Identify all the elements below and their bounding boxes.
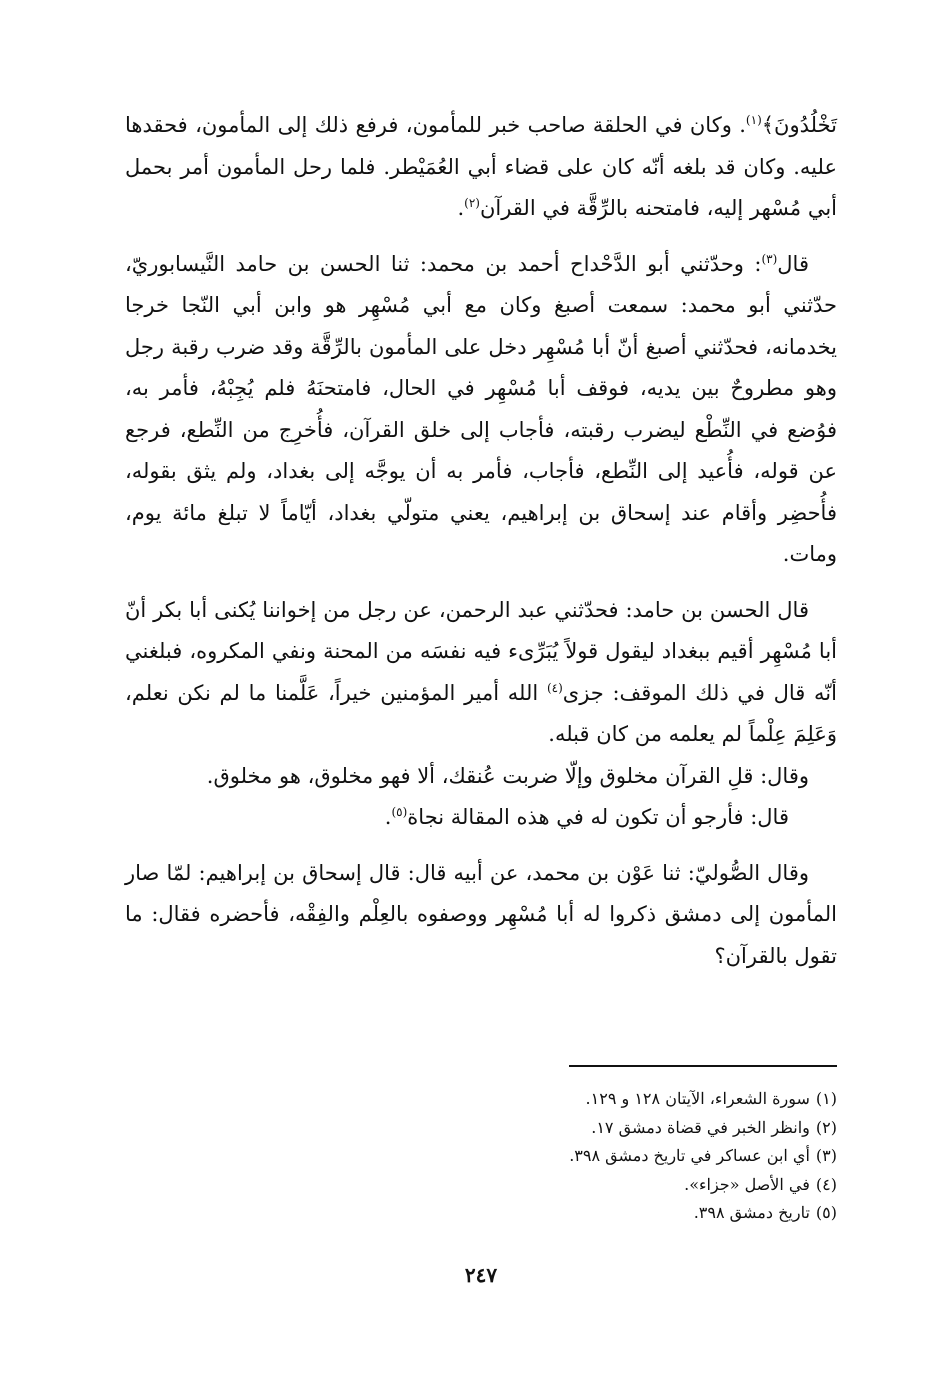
paragraph-text: قال xyxy=(777,251,809,276)
footnotes-list xyxy=(125,1085,837,1228)
paragraph-2 xyxy=(125,244,837,576)
footnote-item xyxy=(125,1114,837,1143)
paragraph-4 xyxy=(125,756,837,798)
paragraph-text: . xyxy=(457,196,465,220)
footnote-item xyxy=(125,1199,837,1228)
paragraph-text: . xyxy=(384,805,392,829)
footnote-ref-3: (٣) xyxy=(761,251,778,266)
footnote-ref-5: (٥) xyxy=(391,805,408,819)
paragraph-text: الله أمير المؤمنين خيراً، عَلَّمنا ما لم نكن نعلم، وَعَلِمَ عِلْماً لم يعلمه من كان قبله. xyxy=(125,680,837,746)
paragraph-text: . وكان في الحلقة صاحب خبر للمأمون، فرفع ذلك إلى المأمون، فحقدها عليه. وكان قد بلغه أنّه كان على قضاء أبي العُمَيْطر. فلما رحل المأمون أمر بحمل أبي مُسْهر إليه، فامتحنه بالرِّقَّة في القرآن xyxy=(125,113,837,220)
footnote-item xyxy=(125,1142,837,1171)
paragraph-text: قال: فأرجو أن تكون له في هذه المقالة نجاة xyxy=(407,805,789,829)
footnote-text: وانظر الخبر في قضاة دمشق ١٧. xyxy=(591,1117,810,1137)
paragraph-5 xyxy=(125,797,837,839)
paragraph-1 xyxy=(125,105,837,230)
footnote-number: (٥) xyxy=(815,1203,837,1222)
footnote-item xyxy=(125,1171,837,1200)
footnote-number: (٢) xyxy=(815,1117,837,1137)
paragraph-3 xyxy=(125,590,837,756)
footnote-ref-1: (١) xyxy=(745,113,762,127)
footnote-number: (٣) xyxy=(815,1146,837,1165)
book-page xyxy=(125,105,837,1335)
page-number: ٢٤٧ xyxy=(464,1263,498,1287)
footnote-number: (١) xyxy=(815,1089,837,1108)
footnote-item xyxy=(125,1085,837,1114)
quran-verse-end: تَخْلُدُونَ﴾ xyxy=(761,113,837,137)
paragraph-text: قال الحسن بن حامد: فحدّثني عبد الرحمن، عن رجل من إخواننا يُكنى أبا بكر أنّ أبا مُسْهِر أقيم ببغداد ليقول قولاً يُبَرِّىء فيه نفسَه من المحنة ونفي المكروه، فبلغني أنّه قال في ذلك الموقف: جزى xyxy=(125,597,837,705)
footnote-text: سورة الشعراء، الآيتان ١٢٨ و ١٢٩. xyxy=(585,1089,810,1108)
paragraph-6 xyxy=(125,853,837,978)
footnote-ref-4: (٤) xyxy=(546,680,563,695)
paragraph-text: وقال الصُّوليّ: ثنا عَوْن بن محمد، عن أبيه قال: قال إسحاق بن إبراهيم: لمّا صار المأمون إلى دمشق ذكروا له أبا مُسْهِر ووصفوه بالعِلْم والفِقْه، فأحضره فقال: ما تقول بالقرآن؟ xyxy=(125,860,837,968)
footnote-text: أي ابن عساكر في تاريخ دمشق ٣٩٨. xyxy=(569,1146,810,1165)
footnote-separator xyxy=(569,1065,837,1067)
footnote-text: في الأصل «جزاء». xyxy=(684,1174,810,1194)
footnote-number: (٤) xyxy=(815,1174,837,1194)
paragraph-text: وقال: قلِ القرآن مخلوق وإلّا ضربت عُنقك، ألا فهو مخلوق، هو مخلوق. xyxy=(206,763,809,788)
footnote-text: تاريخ دمشق ٣٩٨. xyxy=(693,1203,810,1222)
footnote-ref-2: (٢) xyxy=(464,196,480,210)
paragraph-text: : وحدّثني أبو الدَّحْداح أحمد بن محمد: ثنا الحسن بن حامد النَّيسابوريّ، حدّثني أبو محمد: سمعت أصبغ وكان مع أبي مُسْهِر هو وابن أبي النّجا خرجا يخدمانه، فحدّثني أصبغ أنّ أبا مُسْهِر دخل على المأمون بالرِّقَّة وقد ضرب رقبة رجل وهو مطروحٌ بين يديه، فوقف أبا مُسْهِر في الحال، فامتحنَهُ فلم يُجِبْهُ، فأمر به، فوُضع في النِّطْع ليضرب رقبته، فأجاب إلى خلق القرآن، فأُخرِج من النِّطع، فرجع عن قوله، فأُعيد إلى النِّطع، فأجاب، فأمر به أن يوجَّه إلى بغداد، ولم يثق بقوله، فأُحضِر وأقام عند إسحاق بن إبراهيم، يعني متولّي بغداد، أيّاماً لا تبلغ مائة يوم، ومات. xyxy=(125,251,837,566)
